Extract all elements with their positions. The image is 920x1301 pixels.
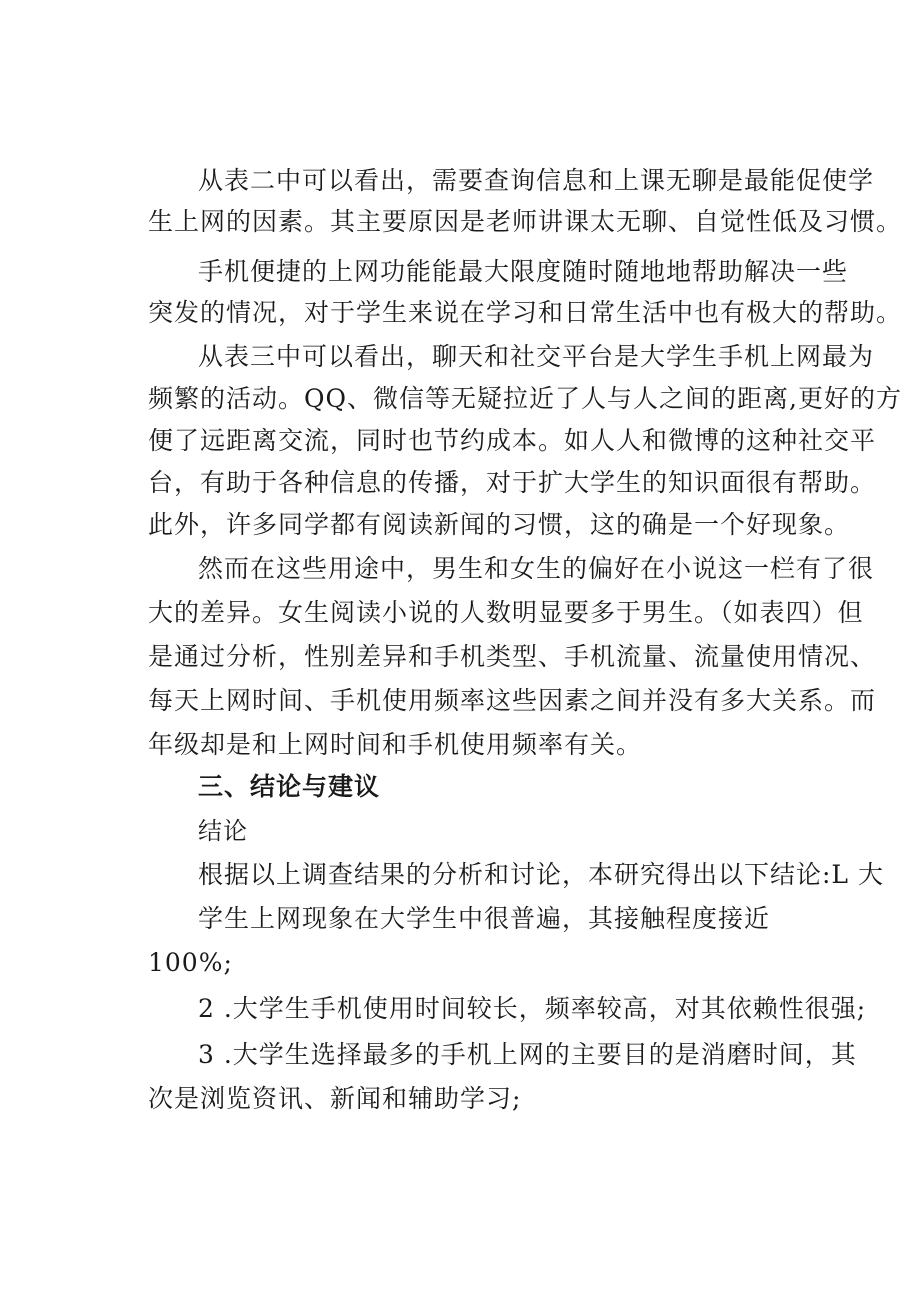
- conclusion-item-3-line-2: 次是浏览资讯、新闻和辅助学习;: [148, 1084, 522, 1113]
- paragraph-4-line-2: 大的差异。女生阅读小说的人数明显要多于男生。（如表四）但: [148, 598, 864, 627]
- paragraph-3-line-5: 此外，许多同学都有阅读新闻的习惯，这的确是一个好现象。: [148, 510, 851, 539]
- conclusion-intro: 根据以上调查结果的分析和讨论，本研究得出以下结论:L 大: [198, 860, 884, 889]
- paragraph-1-line-1: 从表二中可以看出，需要查询信息和上课无聊是最能促使学: [198, 166, 875, 195]
- section-heading: 三、结论与建议: [198, 772, 381, 801]
- paragraph-2-line-1: 手机便捷的上网功能能最大限度随时随地地帮助解决一些: [198, 257, 849, 286]
- paragraph-4-line-4: 每天上网时间、手机使用频率这些因素之间并没有多大关系。而: [148, 686, 877, 715]
- paragraph-3-line-1: 从表三中可以看出，聊天和社交平台是大学生手机上网最为: [198, 342, 875, 371]
- paragraph-2-line-2: 突发的情况，对于学生来说在学习和日常生活中也有极大的帮助。: [148, 298, 903, 327]
- conclusion-item-3-line-1: 3 .大学生选择最多的手机上网的主要目的是消磨时间，其: [198, 1040, 857, 1069]
- paragraph-4-line-3: 是通过分析，性别差异和手机类型、手机流量、流量使用情况、: [148, 642, 877, 671]
- paragraph-3-line-3: 便了远距离交流，同时也节约成本。如人人和微博的这种社交平: [148, 426, 877, 455]
- subheading: 结论: [198, 817, 248, 845]
- paragraph-1-line-2: 生上网的因素。其主要原因是老师讲课太无聊、自觉性低及习惯。: [148, 207, 903, 236]
- paragraph-3-line-2: 频繁的活动。QQ、微信等无疑拉近了人与人之间的距离,更好的方: [148, 384, 902, 413]
- paragraph-3-line-4: 台，有助于各种信息的传播，对于扩大学生的知识面很有帮助。: [148, 468, 877, 497]
- conclusion-item-2: 2 .大学生手机使用时间较长，频率较高，对其依赖性很强;: [198, 994, 867, 1023]
- conclusion-item-1-line-2: 100%;: [148, 948, 233, 977]
- paragraph-4-line-1: 然而在这些用途中，男生和女生的偏好在小说这一栏有了很: [198, 554, 875, 583]
- paragraph-4-line-5: 年级却是和上网时间和手机使用频率有关。: [148, 730, 643, 759]
- conclusion-item-1-line-1: 学生上网现象在大学生中很普遍，其接触程度接近: [198, 904, 771, 933]
